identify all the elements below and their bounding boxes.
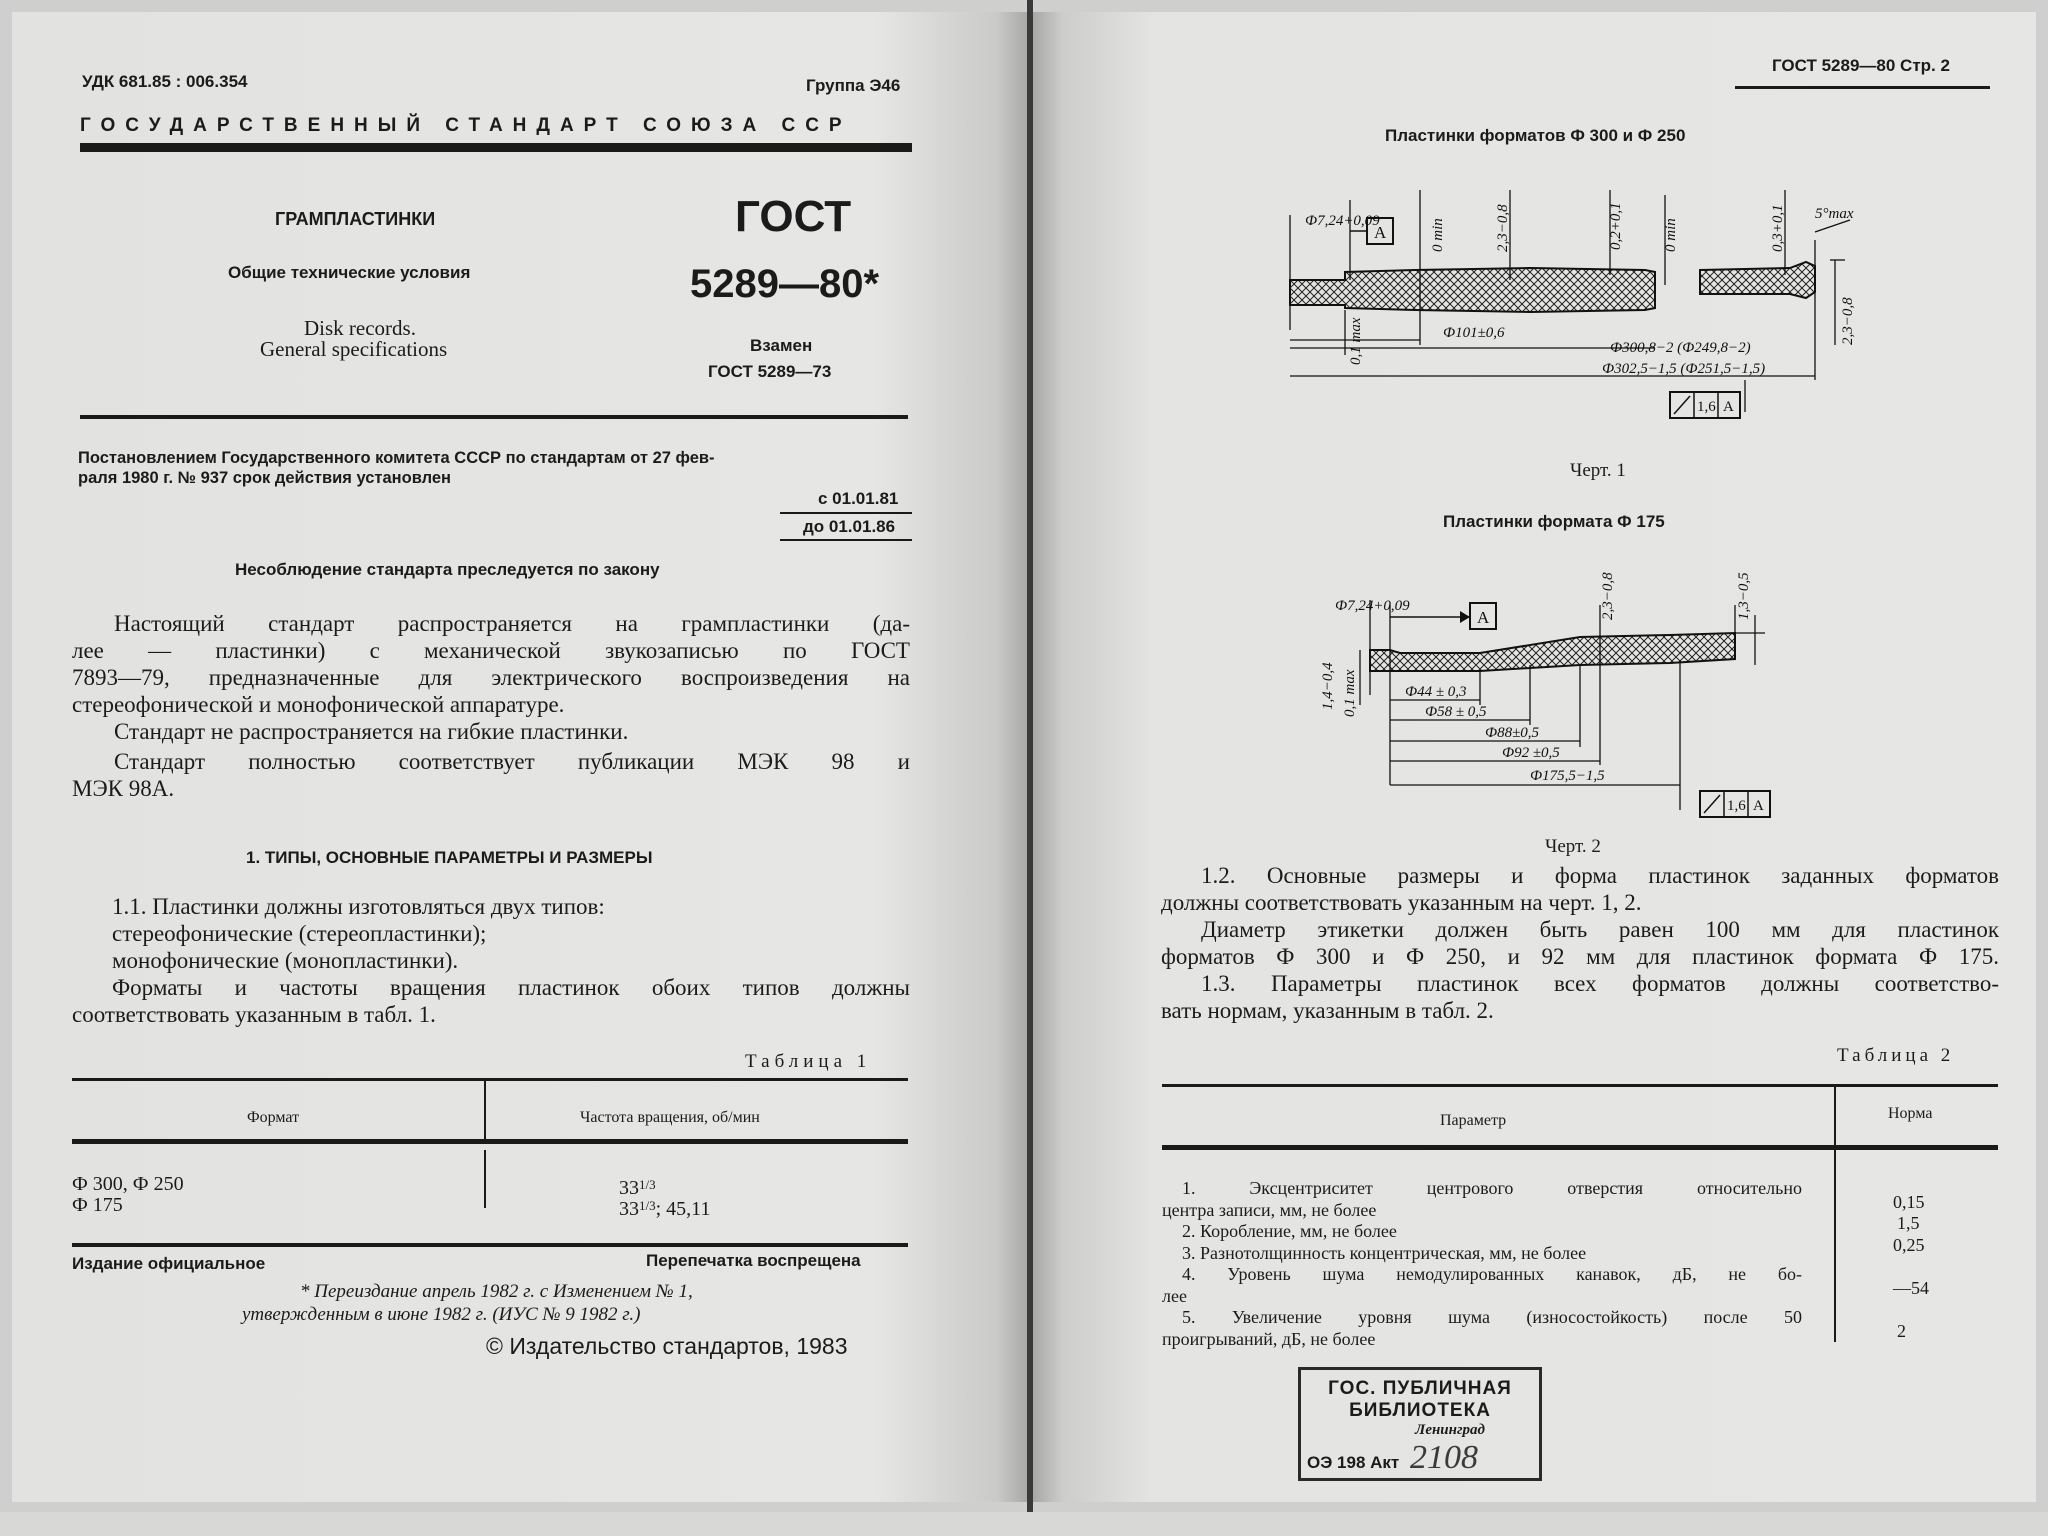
stamp-line2: БИБЛИОТЕКА: [1349, 1400, 1491, 1421]
next-page-strip: [0, 1512, 2048, 1536]
gost-number: 5289—80*: [690, 262, 880, 306]
table1-format-2: Ф 175: [72, 1194, 123, 1216]
group-code: Группа Э46: [806, 76, 901, 95]
s11-line3: монофонические (монопластинки).: [112, 948, 459, 973]
intro-line1: Настоящий стандарт распространяется на грампластинки (да-: [114, 611, 910, 636]
title-en-line2: General specifications: [260, 337, 448, 361]
fig1-label-d101: Ф101±0,6: [1443, 325, 1505, 341]
stamp-handwritten-number: 2108: [1409, 1439, 1478, 1476]
table1-bottom-rule: [72, 1243, 908, 1247]
reissue-line2: утвержденным в июне 1982 г. (ИУС № 9 1982 г.): [242, 1304, 641, 1325]
table1-head-divider: [484, 1081, 486, 1139]
fig2-title: Пластинки формата Ф 175: [1443, 512, 1665, 531]
fig1-caption: Черт. 1: [1570, 460, 1626, 481]
s13-line2: вать нормам, указанным в табл. 2.: [1161, 998, 1494, 1023]
table2-norm-3: 0,25: [1893, 1235, 1925, 1255]
library-stamp: [1298, 1367, 1542, 1481]
s12-line3: Диаметр этикетки должен быть равен 100 мм для пластинок: [1201, 917, 1999, 942]
title-ru: ГРАМПЛАСТИНКИ: [275, 209, 436, 229]
table1-freq-2: [619, 1195, 710, 1220]
fig1-profile-left: [1290, 268, 1655, 312]
fig1-label-d724: Ф7,24+0,09: [1305, 213, 1380, 229]
fig1-label-d302: Ф302,5−1,5 (Ф251,5−1,5): [1602, 361, 1766, 377]
s11-line1: 1.1. Пластинки должны изготовляться двух типов:: [112, 894, 605, 919]
table2-divider: [1834, 1087, 1836, 1342]
fig2-label-t13: 1,3−0,5: [1736, 572, 1752, 620]
valid-to: до 01.01.86: [803, 517, 896, 536]
table2-row3: 3. Разнотолщинность концентрическая, мм, не более: [1182, 1242, 1587, 1263]
fig1-profile-right: [1700, 262, 1815, 298]
table1-label: Таблица 1: [745, 1051, 872, 1072]
stamp-act: ОЭ 198 Акт: [1307, 1453, 1400, 1472]
table2-row5-b: проигрываний, дБ, не более: [1162, 1328, 1376, 1349]
table2-row4-a: 4. Уровень шума немодулированных канавок, дБ, не бо-: [1182, 1264, 1802, 1284]
table2-head-rule: [1162, 1145, 1998, 1150]
decree-line1: Постановлением Государственного комитета СССР по стандартам от 27 фев-: [78, 449, 715, 467]
udk-code: УДК 681.85 : 006.354: [82, 72, 248, 91]
freq-frac: 1/3: [639, 1198, 656, 1213]
replaces-value: ГОСТ 5289—73: [708, 362, 832, 381]
s12-line2: должны соответствовать указанным на черт. 1, 2.: [1161, 890, 1642, 915]
publisher: © Издательство стандартов, 1983: [486, 1333, 848, 1359]
decree-line2: раля 1980 г. № 937 срок действия установлен: [78, 469, 452, 487]
table1-row-1: [72, 1174, 184, 1195]
s12-line1: 1.2. Основные размеры и форма пластинок заданных форматов: [1201, 863, 1999, 888]
table1-head-format: Формат: [247, 1109, 300, 1126]
fig1-label-angle: 5°max: [1815, 206, 1854, 222]
s12-line4: форматов Ф 300 и Ф 250, и 92 мм для пластинок формата Ф 175.: [1161, 944, 1999, 969]
running-header-rule: [1735, 86, 1990, 89]
stamp-line4: [1301, 1439, 1539, 1477]
table2-norm-2: 1,5: [1897, 1213, 1920, 1233]
table2-row1-a: 1. Эксцентриситет центрового отверстия относительно: [1182, 1178, 1802, 1198]
table2-row4-b: лее: [1162, 1285, 1187, 1306]
fig2-caption: Черт. 2: [1545, 836, 1601, 857]
table1-head-rule: [72, 1139, 908, 1144]
intro-line2: лее — пластинки) с механической звукозаписью по ГОСТ: [72, 638, 910, 663]
valid-rule-1: [780, 512, 912, 514]
freq-tail: ; 45,11: [655, 1198, 711, 1220]
header-thick-rule: [80, 143, 912, 152]
table1-head-freq: Частота вращения, об/мин: [580, 1109, 760, 1126]
freq-frac: 1/3: [639, 1177, 656, 1192]
figure-2-drawing: [1320, 565, 1880, 830]
fig1-label-t03: 0,3+0,1: [1770, 204, 1786, 252]
official-edition: Издание официальное: [72, 1254, 266, 1273]
fig2-label-t14: 1,4−0,4: [1320, 662, 1336, 710]
replaces-label: Взамен: [750, 336, 813, 355]
fig1-label-t02: 0,2+0,1: [1608, 202, 1624, 250]
table2-row5-a: 5. Увеличение уровня шума (износостойкость) после 50: [1182, 1307, 1802, 1327]
intro-flexible: Стандарт не распространяется на гибкие пластинки.: [114, 719, 629, 744]
iec-line1: Стандарт полностью соответствует публикации МЭК 98 и: [114, 749, 910, 774]
table2-norm-1: 0,15: [1893, 1192, 1925, 1212]
table1-format-1: Ф 300, Ф 250: [72, 1173, 184, 1195]
reprint-forbidden: Перепечатка воспрещена: [646, 1251, 861, 1270]
iec-line2: МЭК 98А.: [72, 776, 175, 801]
fig1-label-omin2: 0 min: [1663, 218, 1679, 252]
fig2-label-a: A: [1477, 608, 1490, 627]
freq-int: 33: [619, 1198, 639, 1220]
fig1-label-t23v: 2,3−0,8: [1840, 297, 1856, 345]
table2-params: [1162, 1178, 1802, 1350]
state-standard-title: ГОСУДАРСТВЕННЫЙ СТАНДАРТ СОЮЗА ССР: [80, 115, 852, 136]
table2-row2: 2. Коробление, мм, не более: [1182, 1221, 1397, 1241]
book-spine: [1027, 0, 1033, 1536]
table1-top-rule: [72, 1078, 908, 1081]
table2-head-param: Параметр: [1440, 1112, 1507, 1129]
freq-int: 33: [619, 1177, 639, 1199]
fig2-label-d44: Ф44 ± 0,3: [1405, 684, 1467, 700]
fig2-label-t23: 2,3−0,8: [1600, 572, 1616, 620]
fig2-label-d88: Ф88±0,5: [1485, 725, 1540, 741]
s11-line2: стереофонические (стереопластинки);: [112, 921, 487, 946]
table2-norm-5: 2: [1897, 1321, 1906, 1341]
intro-line3: 7893—79, предназначенные для электрического воспроизведения на: [72, 665, 910, 690]
table2-norm-4: —54: [1893, 1278, 1929, 1298]
fig1-title: Пластинки форматов Ф 300 и Ф 250: [1385, 126, 1686, 145]
table2-row1-b: центра записи, мм, не более: [1162, 1199, 1377, 1220]
valid-rule-2: [780, 539, 912, 541]
fig1-label-a: A: [1374, 223, 1387, 242]
table2-head-norm: Норма: [1888, 1105, 1933, 1122]
fig2-label-d175: Ф175,5−1,5: [1530, 768, 1605, 784]
gost-label: ГОСТ: [735, 192, 852, 241]
table2-label: Таблица 2: [1837, 1045, 1955, 1066]
table2-top-rule: [1162, 1084, 1998, 1087]
fig2-label-d92: Ф92 ±0,5: [1502, 745, 1560, 761]
fig1-label-omin1: 0 min: [1430, 218, 1446, 252]
fig2-label-tol: 1,6: [1727, 798, 1746, 814]
stamp-line3: Ленинград: [1415, 1422, 1485, 1438]
law-notice: Несоблюдение стандарта преследуется по закону: [235, 560, 660, 579]
fig1-label-t23: 2,3−0,8: [1495, 204, 1511, 252]
figure-1-drawing: [1270, 180, 1880, 445]
fig2-label-tol-ref: A: [1753, 798, 1764, 814]
fig1-label-tol: 1,6: [1697, 399, 1716, 415]
running-header: ГОСТ 5289—80 Стр. 2: [1772, 56, 1950, 75]
fig1-label-tol-ref: A: [1723, 399, 1734, 415]
fig1-label-d300: Ф300,8−2 (Ф249,8−2): [1610, 340, 1751, 356]
fig2-label-d58: Ф58 ± 0,5: [1425, 704, 1487, 720]
valid-from: с 01.01.81: [818, 489, 899, 508]
table1-body-divider: [484, 1150, 486, 1208]
table1-row-2: [72, 1195, 123, 1216]
title-en-line1: Disk records.: [304, 316, 416, 340]
fig1-label-max01: 0,1 max: [1348, 317, 1364, 365]
reissue-line1: * Переиздание апрель 1982 г. с Изменением № 1,: [300, 1281, 693, 1302]
s11-line5: соответствовать указанным в табл. 1.: [72, 1002, 436, 1027]
intro-line4: стереофонической и монофонической аппаратуре.: [72, 692, 565, 717]
section1-heading: 1. ТИПЫ, ОСНОВНЫЕ ПАРАМЕТРЫ И РАЗМЕРЫ: [246, 848, 653, 867]
s13-line1: 1.3. Параметры пластинок всех форматов должны соответство-: [1201, 971, 1999, 996]
fig2-label-d724: Ф7,24+0,09: [1335, 598, 1410, 614]
fig2-label-max01: 0,1 max: [1342, 669, 1358, 717]
s11-line4: Форматы и частоты вращения пластинок обоих типов должны: [112, 975, 910, 1000]
stamp-line1: ГОС. ПУБЛИЧНАЯ: [1328, 1378, 1512, 1399]
header-rule-2: [80, 415, 908, 419]
subtitle-ru: Общие технические условия: [228, 263, 471, 282]
